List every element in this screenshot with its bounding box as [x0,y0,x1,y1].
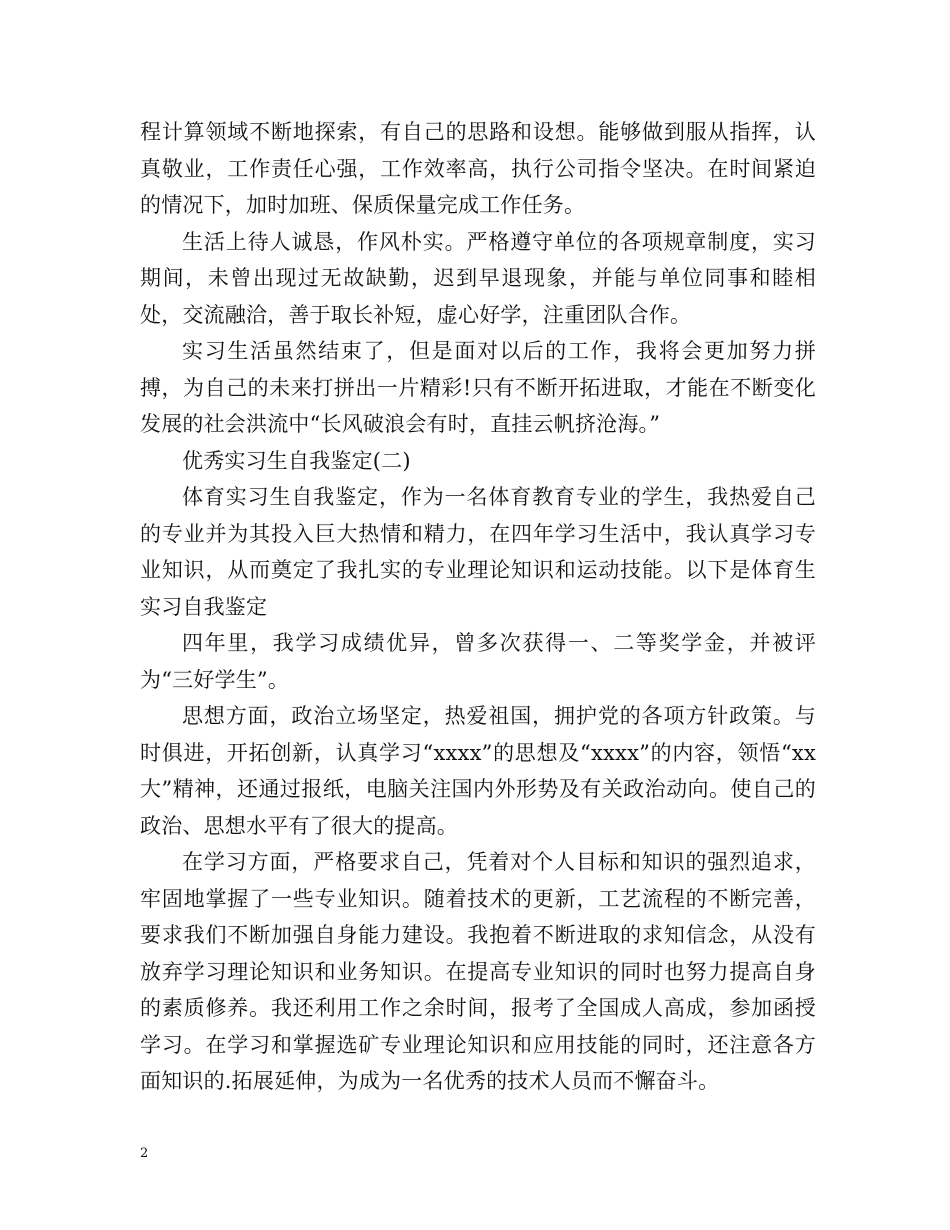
paragraph-study: 在学习方面，严格要求自己，凭着对个人目标和知识的强烈追求，牢固地掌握了一些专业知识。随着技术的更新，工艺流程的不断完善，要求我们不断加强自身能力建设。我抱着不断进取的求知信念，从没有放弃学习理论知识和业务知识。在提高专业知识的同时也努力提高自身的素质修养。我还利用工作之余时间，报考了全国成人高成，参加函授学习。在学习和掌握选矿专业理论知识和应用技能的同时，还注意各方面知识的.拓展延伸，为成为一名优秀的技术人员而不懈奋斗。 [140,850,816,1093]
section-heading: 优秀实习生自我鉴定(二) [182,448,411,473]
document-body [140,114,816,1100]
paragraph-academic-honors: 四年里，我学习成绩优异，曾多次获得一、二等奖学金，并被评为“三好学生”。 [140,631,816,692]
page-number: 2 [140,1146,149,1161]
paragraph-continuation: 程计算领域不断地探索，有自己的思路和设想。能够做到服从指挥，认真敬业，工作责任心强，工作效率高，执行公司指令坚决。在时间紧迫的情况下，加时加班、保质保量完成工作任务。 [140,120,816,217]
paragraph-internship-conclusion: 实习生活虽然结束了，但是面对以后的工作，我将会更加努力拼搏，为自己的未来打拼出一片精彩!只有不断开拓进取，才能在不断变化发展的社会洪流中“长风破浪会有时，直挂云帆挤沧海。” [140,339,816,436]
paragraph-life-attitude: 生活上待人诚恳，作风朴实。严格遵守单位的各项规章制度，实习期间，未曾出现过无故缺勤，迟到早退现象，并能与单位同事和睦相处，交流融洽，善于取长补短，虚心好学，注重团队合作。 [140,229,816,327]
paragraph-sports-intro: 体育实习生自我鉴定，作为一名体育教育专业的学生，我热爱自己的专业并为其投入巨大热情和精力，在四年学习生活中，我认真学习专业知识，从而奠定了我扎实的专业理论知识和运动技能。以下是体育生实习自我鉴定 [140,485,816,619]
paragraph-political-thought: 思想方面，政治立场坚定，热爱祖国，拥护党的各项方针政策。与时俱进，开拓创新，认真学习“xxxx”的思想及“xxxx”的内容，领悟“xx大”精神，还通过报纸，电脑关注国内外形势及有关政治动向。使自己的政治、思想水平有了很大的提高。 [140,704,816,838]
